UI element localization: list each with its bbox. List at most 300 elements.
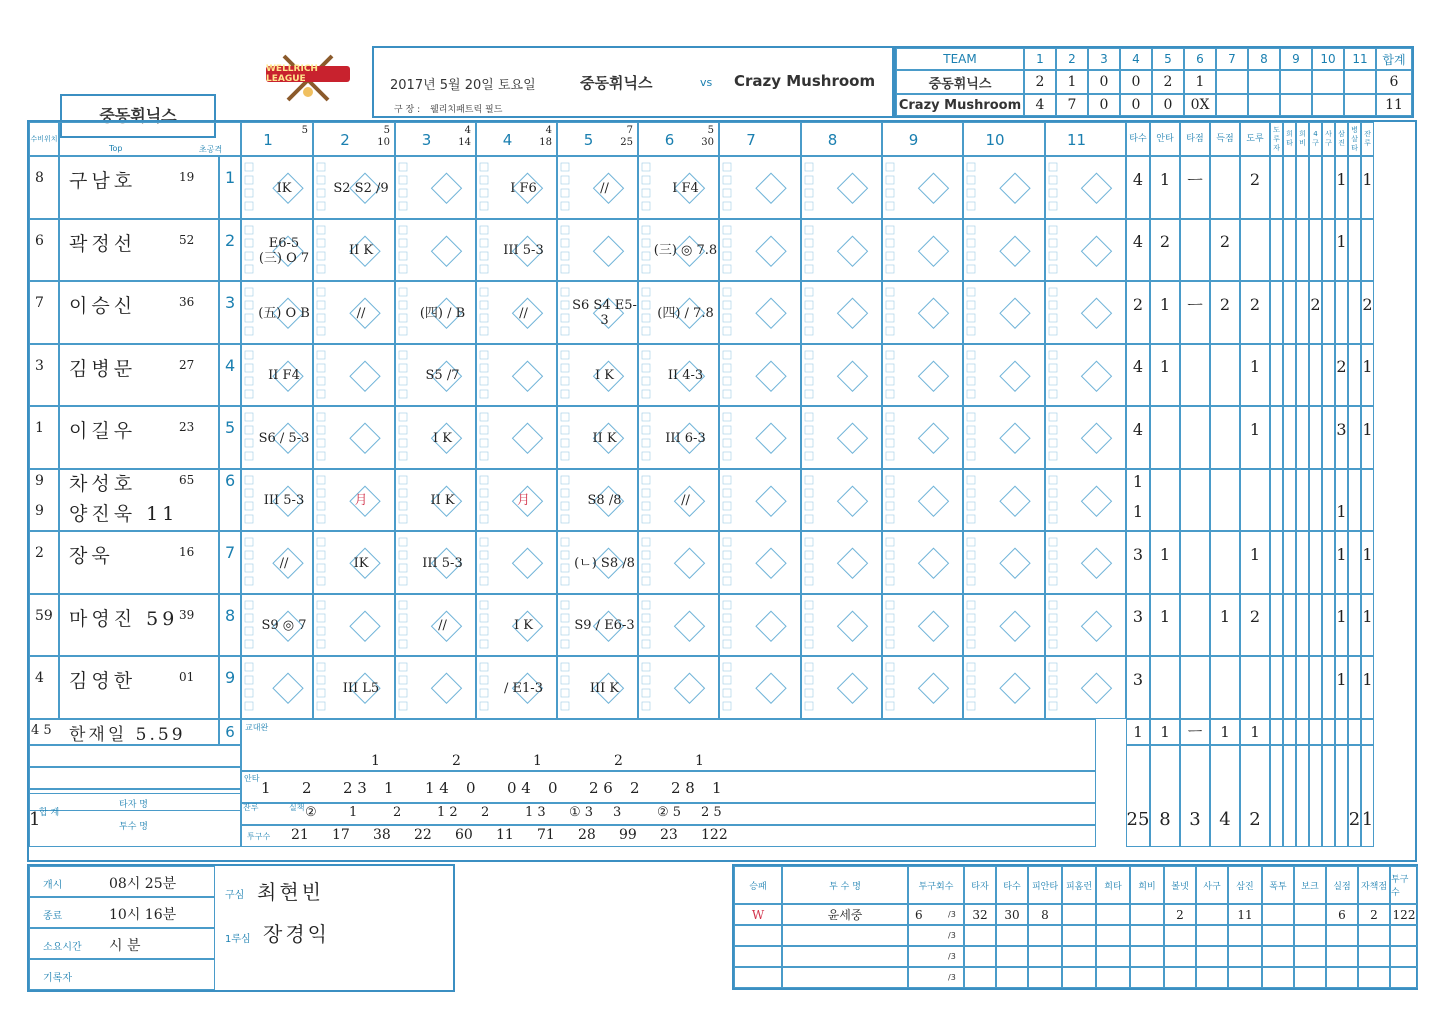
player-stat: 1 (1159, 169, 1171, 189)
at-bat-cell[interactable] (801, 469, 882, 532)
pitching-header: 사구 (1196, 866, 1228, 904)
player-name[interactable]: 한재일 5.59 (69, 724, 186, 745)
pitching-header: 희비 (1130, 866, 1164, 904)
linescore-inning-header: 10 (1312, 48, 1344, 70)
linescore-inning-header: 8 (1248, 48, 1280, 70)
at-bat-cell[interactable] (638, 594, 719, 657)
at-bat-cell[interactable] (882, 219, 963, 282)
top-label: Top (109, 144, 123, 153)
at-bat-cell[interactable] (313, 219, 395, 282)
player-stat: 3 (1132, 607, 1144, 626)
at-bat-cell[interactable] (882, 656, 963, 719)
player-number: 36 (179, 295, 195, 309)
at-bat-play: E6-5 (三) O 7 (258, 235, 310, 266)
stat-cell (1348, 531, 1361, 594)
inning-number: 7 (746, 131, 756, 149)
order-cell (219, 656, 241, 719)
at-bat-cell[interactable] (638, 469, 719, 532)
linescore-inning-runs (1248, 94, 1280, 116)
stat-total (1335, 805, 1348, 835)
stat-cell (1322, 344, 1335, 407)
pitching-cell (1262, 925, 1294, 946)
at-bat-play: III K (589, 680, 620, 696)
stat-cell (1180, 531, 1210, 594)
at-bat-play: // (356, 305, 366, 321)
at-bat-cell[interactable] (557, 281, 638, 344)
stat-cell (1335, 531, 1348, 594)
stat-header: 도루 (1240, 122, 1270, 156)
at-bat-cell[interactable] (801, 656, 882, 719)
player-stat: 4 (1132, 419, 1144, 439)
stat-cell (1180, 281, 1210, 344)
player-stat: 1 (1362, 357, 1373, 376)
stat-cell (1309, 531, 1322, 594)
at-bat-cell[interactable] (801, 219, 882, 282)
linescore-inning-runs: 4 (1024, 94, 1056, 116)
at-bat-play: I K (433, 430, 452, 446)
at-bat-cell[interactable] (476, 656, 557, 719)
at-bat-cell[interactable] (801, 281, 882, 344)
pitching-cell (1062, 967, 1096, 988)
at-bat-cell[interactable] (719, 469, 801, 532)
at-bat-play (410, 663, 475, 714)
stat-cell (1240, 656, 1270, 719)
at-bat-cell[interactable] (313, 344, 395, 407)
at-bat-cell[interactable] (557, 344, 638, 407)
player-name[interactable]: 이승신 (69, 295, 137, 317)
at-bat-cell[interactable] (638, 156, 719, 219)
at-bat-cell[interactable] (395, 406, 476, 469)
stat-cell (1180, 344, 1210, 407)
at-bat-cell[interactable] (963, 656, 1045, 719)
at-bat-cell[interactable] (719, 594, 801, 657)
pitching-cell (1228, 925, 1262, 946)
inning-running-count: 4 18 (539, 125, 552, 148)
league-logo (258, 52, 358, 106)
batting-order: 4 (225, 355, 236, 375)
at-bat-cell[interactable] (638, 281, 719, 344)
at-bat-cell[interactable] (638, 656, 719, 719)
inning-running-count: 7 25 (620, 125, 633, 148)
order-cell (219, 281, 241, 344)
player-pos: 4 5 (31, 722, 52, 738)
linescore-inning-runs: 2 (1152, 70, 1184, 94)
at-bat-cell[interactable] (719, 344, 801, 407)
stat-cell (1335, 344, 1348, 407)
linescore-inning-header: 4 (1120, 48, 1152, 70)
at-bat-cell[interactable] (476, 156, 557, 219)
stat-cell (1270, 469, 1283, 532)
stat-cell (1322, 406, 1335, 469)
at-bat-play: II 4-3 (667, 368, 704, 384)
stat-cell (1283, 344, 1296, 407)
at-bat-play (897, 226, 962, 277)
at-bat-cell[interactable] (963, 406, 1045, 469)
at-bat-cell[interactable] (801, 531, 882, 594)
at-bat-play (328, 601, 394, 652)
linescore-inning-runs: 0 (1088, 70, 1120, 94)
player-name[interactable]: 장욱 (69, 545, 114, 567)
pitch-value: 122 (701, 826, 728, 843)
at-bat-play (1060, 163, 1125, 214)
subs-value: 2 (614, 752, 623, 769)
at-bat-cell[interactable] (1045, 281, 1126, 344)
player-stat: 1 (1336, 669, 1347, 689)
at-bat-play (816, 601, 881, 652)
at-bat-cell[interactable] (241, 656, 313, 719)
at-bat-cell[interactable] (1045, 344, 1126, 407)
at-bat-play: S8 /8 (587, 493, 622, 509)
vs-label: vs (700, 76, 713, 89)
at-bat-play: II F4 (268, 368, 300, 384)
linescore-team-name: Crazy Mushroom (896, 94, 1024, 116)
errors-value: 1 2 (437, 804, 458, 820)
at-bat-cell[interactable] (241, 281, 313, 344)
pitching-cell (1294, 925, 1326, 946)
at-bat-play (1060, 601, 1125, 652)
at-bat-cell[interactable] (313, 406, 395, 469)
at-bat-cell[interactable] (801, 156, 882, 219)
stat-header: 타수 (1126, 122, 1150, 156)
pitching-cell (1358, 946, 1390, 967)
at-bat-cell[interactable] (638, 344, 719, 407)
at-bat-cell[interactable] (801, 594, 882, 657)
at-bat-cell[interactable] (719, 281, 801, 344)
player-name[interactable]: 차성호 (69, 472, 137, 495)
at-bat-cell[interactable] (719, 219, 801, 282)
stat-header: 병살타 (1348, 122, 1361, 156)
pos-header: 수비위치 (29, 122, 59, 156)
at-bat-cell[interactable] (638, 406, 719, 469)
stat-cell (1335, 281, 1348, 344)
at-bat-cell[interactable] (476, 406, 557, 469)
pitching-header: 자책점 (1358, 866, 1390, 904)
at-bat-cell[interactable] (476, 281, 557, 344)
stat-cell (1361, 406, 1374, 469)
at-bat-play: // (438, 618, 447, 634)
pitching-cell: 2 (1164, 904, 1196, 925)
first-ump-label: 1루심 (225, 934, 251, 945)
at-bat-cell[interactable] (395, 531, 476, 594)
player-stat: 1 (1210, 719, 1240, 745)
at-bat-cell[interactable] (476, 594, 557, 657)
stat-cell (1240, 594, 1270, 657)
pitching-cell (1262, 946, 1294, 967)
at-bat-cell[interactable] (241, 219, 313, 282)
at-bat-cell[interactable] (1045, 219, 1126, 282)
pitching-cell: 11 (1228, 904, 1262, 925)
at-bat-cell[interactable] (719, 531, 801, 594)
at-bat-cell[interactable] (395, 156, 476, 219)
at-bat-cell[interactable] (882, 344, 963, 407)
at-bat-cell[interactable] (241, 469, 313, 532)
ump-label: 구심 (225, 890, 245, 901)
pos-cell (29, 406, 59, 469)
linescore-team-header: TEAM (896, 48, 1024, 70)
linescore-inning-runs: 0 (1120, 94, 1152, 116)
at-bat-cell[interactable] (313, 656, 395, 719)
pitching-header: 투구회수 (908, 866, 964, 904)
linescore-inning-header: 5 (1152, 48, 1184, 70)
pitching-header: 보크 (1294, 866, 1326, 904)
player-stat: ㅡ (1187, 170, 1203, 190)
stat-cell (1240, 156, 1270, 219)
linescore (894, 46, 1414, 118)
at-bat-cell[interactable] (395, 344, 476, 407)
at-bat-play (816, 226, 881, 277)
player-name[interactable]: 김병문 (69, 357, 137, 380)
at-bat-cell[interactable] (395, 656, 476, 719)
player-stat: 1 (1362, 669, 1373, 689)
stat-cell (1283, 656, 1296, 719)
player-stat: 1 (1249, 419, 1261, 439)
at-bat-play: 月 (354, 493, 368, 509)
at-bat-play: // (279, 555, 289, 571)
pitching-cell (1096, 925, 1130, 946)
pitching-cell (1096, 904, 1130, 925)
at-bat-play: (四) / B (419, 305, 466, 321)
stat-cell (1322, 219, 1335, 282)
at-bat-cell[interactable] (1045, 531, 1126, 594)
at-bat-play (734, 601, 800, 652)
linescore-inning-runs (1216, 94, 1248, 116)
stat-cell (1361, 594, 1374, 657)
pitching-cell (1196, 946, 1228, 967)
errors-value: 2 (393, 804, 402, 820)
at-bat-cell[interactable] (638, 531, 719, 594)
stat-cell (1210, 281, 1240, 344)
stat-cell (1309, 406, 1322, 469)
at-bat-cell[interactable] (241, 156, 313, 219)
at-bat-cell[interactable] (557, 531, 638, 594)
at-bat-cell[interactable] (882, 281, 963, 344)
pitching-cell: 2 (1358, 904, 1390, 925)
at-bat-cell[interactable] (882, 406, 963, 469)
inning-header (395, 122, 476, 156)
batting-order: 8 (225, 605, 236, 625)
at-bat-cell[interactable] (476, 531, 557, 594)
at-bat-play (1060, 351, 1125, 402)
at-bat-cell[interactable] (557, 219, 638, 282)
pitching-cell: 8 (1028, 904, 1062, 925)
at-bat-play (897, 476, 962, 527)
at-bat-cell[interactable] (241, 406, 313, 469)
pitch-value: 99 (619, 826, 637, 843)
stat-total: 1 (1361, 809, 1374, 830)
at-bat-cell[interactable] (1045, 594, 1126, 657)
at-bat-cell[interactable] (719, 656, 801, 719)
player-stat: 1 (1132, 502, 1144, 521)
at-bat-cell[interactable] (882, 531, 963, 594)
at-bat-play (978, 476, 1044, 527)
at-bat-cell[interactable] (313, 281, 395, 344)
at-bat-cell[interactable] (395, 594, 476, 657)
at-bat-cell[interactable] (395, 469, 476, 532)
at-bat-cell[interactable] (313, 156, 395, 219)
at-bat-cell[interactable] (241, 531, 313, 594)
logo-text: WELLRICH LEAGUE (266, 64, 318, 84)
at-bat-cell[interactable] (1045, 469, 1126, 532)
at-bat-cell[interactable] (963, 469, 1045, 532)
player-stat: 1 (1159, 607, 1171, 626)
game-date: 2017년 5월 20일 토요일 (390, 78, 536, 93)
at-bat-cell[interactable] (395, 219, 476, 282)
inning-running-count: 5 10 (377, 125, 390, 148)
stat-cell (1335, 656, 1348, 719)
order-cell (219, 219, 241, 282)
pitching-cell (782, 925, 908, 946)
at-bat-play (734, 476, 800, 527)
at-bat-play (410, 163, 475, 214)
pitching-cell: 122 (1390, 904, 1418, 925)
stat-cell (1322, 156, 1335, 219)
at-bat-cell[interactable] (557, 594, 638, 657)
at-bat-cell[interactable] (963, 219, 1045, 282)
stat-cell (1180, 406, 1210, 469)
at-bat-cell[interactable] (719, 156, 801, 219)
at-bat-play (816, 663, 881, 714)
info-value: 08시 25분 (109, 876, 177, 892)
player-name[interactable]: 구남호 (69, 170, 137, 192)
stat-total (1283, 805, 1296, 835)
at-bat-play (816, 351, 881, 402)
at-bat-cell[interactable] (638, 219, 719, 282)
at-bat-cell[interactable] (476, 219, 557, 282)
stat-cell (1335, 594, 1348, 657)
at-bat-cell[interactable] (963, 156, 1045, 219)
stat-cell (1180, 219, 1210, 282)
pitcher-label: 투수 명 (119, 821, 148, 832)
stat-cell (1296, 156, 1309, 219)
at-bat-cell[interactable] (882, 469, 963, 532)
stat-cell (1296, 281, 1309, 344)
player-name[interactable]: 이길우 (69, 420, 137, 442)
at-bat-cell[interactable] (1045, 156, 1126, 219)
at-bat-cell[interactable] (963, 531, 1045, 594)
hits-row (241, 771, 1096, 803)
subs-value: 2 (452, 752, 461, 769)
player-pos: 1 (35, 420, 44, 436)
stat-cell (1309, 469, 1322, 532)
inning-number: 1 (263, 131, 273, 149)
pitching-header: 투구수 (1390, 866, 1418, 904)
at-bat-cell[interactable] (882, 594, 963, 657)
pos-cell (29, 469, 59, 532)
at-bat-cell[interactable] (557, 156, 638, 219)
pitching-table (732, 864, 1418, 990)
at-bat-cell[interactable] (1045, 656, 1126, 719)
at-bat-cell[interactable] (882, 156, 963, 219)
at-bat-play (978, 288, 1044, 339)
player-number: 01 (179, 670, 195, 684)
player-stat (1296, 719, 1309, 745)
pitching-cell (1028, 967, 1062, 988)
at-bat-cell[interactable] (801, 344, 882, 407)
at-bat-cell[interactable] (1045, 406, 1126, 469)
player-stat: 1 (1362, 419, 1373, 439)
order-cell (219, 531, 241, 594)
at-bat-cell[interactable] (963, 344, 1045, 407)
stat-cell (1335, 469, 1348, 532)
hits-value: 2 6 (589, 778, 613, 797)
at-bat-play (328, 413, 394, 464)
at-bat-play (653, 601, 718, 652)
player-stat: 3 (1132, 669, 1144, 689)
subs-value: 1 (533, 752, 542, 769)
stat-cell (1348, 156, 1361, 219)
batter-label: 타자 명 (119, 799, 148, 810)
at-bat-cell[interactable] (801, 406, 882, 469)
at-bat-play: // (681, 493, 690, 509)
at-bat-cell[interactable] (476, 344, 557, 407)
at-bat-cell[interactable] (476, 469, 557, 532)
pitching-cell (1358, 967, 1390, 988)
player-pos: 7 (35, 295, 44, 311)
pitch-value: 60 (455, 826, 473, 843)
player-name[interactable]: 양진욱 11 (69, 502, 179, 525)
player-number: 65 (179, 472, 195, 487)
stat-cell (1126, 219, 1150, 282)
at-bat-cell[interactable] (313, 469, 395, 532)
player-stat: 3 (1132, 544, 1144, 564)
pitching-cell (1358, 925, 1390, 946)
at-bat-cell[interactable] (241, 594, 313, 657)
pitching-cell (734, 925, 782, 946)
at-bat-play (897, 351, 962, 402)
linescore-inning-runs (1248, 70, 1280, 94)
linescore-inning-runs (1312, 70, 1344, 94)
at-bat-play: III 5-3 (503, 243, 544, 259)
stat-header: 희비 (1296, 122, 1309, 156)
player-name[interactable]: 곽정선 (69, 232, 137, 255)
at-bat-cell[interactable] (395, 281, 476, 344)
stat-cell (1361, 281, 1374, 344)
at-bat-cell[interactable] (557, 656, 638, 719)
stat-total: 2 (1249, 809, 1261, 830)
at-bat-play: (五) O B (258, 305, 310, 321)
subs-label: 교대완 (245, 722, 269, 732)
at-bat-cell[interactable] (719, 406, 801, 469)
team-name: 중동휘닉스 (99, 105, 177, 125)
at-bat-cell[interactable] (313, 594, 395, 657)
at-bat-cell[interactable] (241, 344, 313, 407)
subs-value: 1 (371, 752, 380, 769)
at-bat-cell[interactable] (963, 594, 1045, 657)
order-cell (219, 156, 241, 219)
at-bat-play: I K (595, 368, 614, 384)
inning-running-count: 5 (301, 125, 308, 136)
player-stat: 2 (1132, 294, 1144, 314)
at-bat-cell[interactable] (313, 531, 395, 594)
at-bat-cell[interactable] (557, 406, 638, 469)
pos-cell (29, 281, 59, 344)
stat-cell (1270, 656, 1283, 719)
stat-total (1296, 805, 1309, 835)
at-bat-play (653, 663, 718, 714)
pitching-cell (1164, 946, 1196, 967)
venue-label: 구 장 : (394, 105, 421, 115)
at-bat-cell[interactable] (963, 281, 1045, 344)
player-stat: 1 (1336, 502, 1347, 521)
player-name[interactable]: 김영한 (69, 670, 137, 692)
info-label: 개시 (43, 880, 63, 891)
at-bat-cell[interactable] (557, 469, 638, 532)
stat-cell (1361, 219, 1374, 282)
player-name[interactable]: 마영진 59 (69, 607, 179, 630)
at-bat-play (978, 226, 1044, 277)
stat-header: 사구 (1322, 122, 1335, 156)
stat-cell (1283, 156, 1296, 219)
